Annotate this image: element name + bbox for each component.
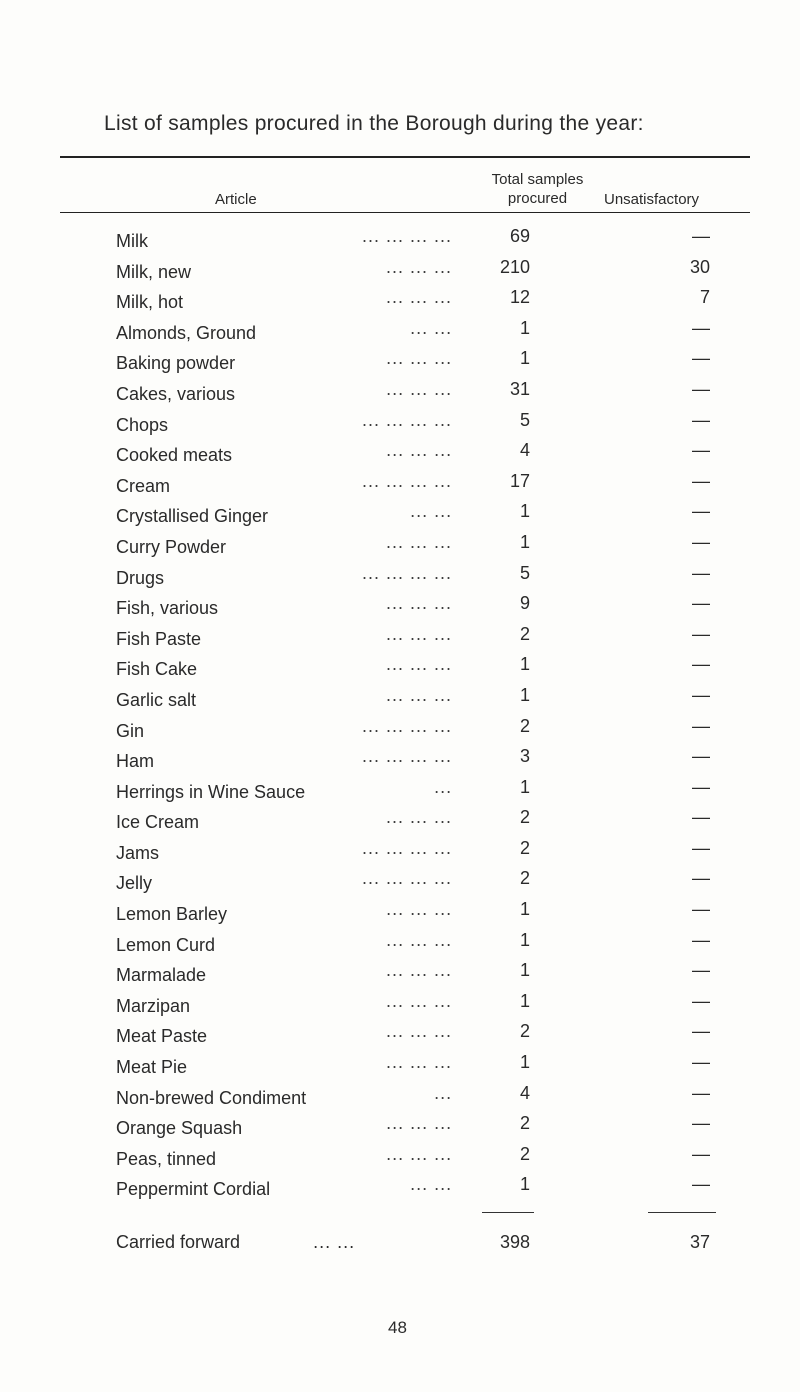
article-label: Fish Cake <box>116 659 198 680</box>
article-name <box>116 624 452 650</box>
unsatisfactory-cell: — <box>692 470 710 491</box>
total-samples-cell: 1 <box>519 1052 530 1073</box>
leader-dots: ... ... ... ... <box>362 746 453 767</box>
total-samples-cell: 9 <box>519 593 530 614</box>
total-samples-cell: 69 <box>509 226 530 246</box>
article-name <box>116 348 452 374</box>
table-row <box>0 716 800 747</box>
article-name <box>116 716 452 742</box>
unsatisfactory-cell: — <box>692 317 710 338</box>
article-label: Ice Cream <box>116 812 200 833</box>
leader-dots: ... ... <box>410 1174 453 1195</box>
unsatisfactory-cell: — <box>692 807 710 828</box>
total-samples-cell: 5 <box>519 562 530 583</box>
carried-forward-text: Carried forward <box>116 1232 241 1252</box>
article-name <box>116 1174 452 1200</box>
article-label: Lemon Barley <box>116 904 228 925</box>
article-label: Meat Pie <box>116 1057 188 1078</box>
unsatisfactory-cell: — <box>692 929 710 950</box>
total-samples-cell: 1 <box>519 990 530 1011</box>
leader-dots: ... ... ... ... <box>362 409 453 430</box>
table-row <box>0 624 800 655</box>
unsatisfactory-cell: — <box>692 868 710 889</box>
article-name <box>116 1113 452 1139</box>
table-row <box>0 1083 800 1114</box>
article-name <box>116 838 452 864</box>
total-samples-cell: 31 <box>509 378 530 399</box>
total-samples-cell: 2 <box>519 868 530 889</box>
leader-dots: ... ... ... <box>386 287 453 308</box>
article-label: Baking powder <box>116 353 236 374</box>
column-header-total: Total samples procured <box>491 171 584 207</box>
leader-dots: ... ... ... <box>386 960 453 981</box>
carried-forward-total: 398 <box>499 1232 530 1252</box>
article-name <box>116 1083 452 1109</box>
leader-dots: ... ... ... ... <box>362 868 453 889</box>
total-samples-cell: 1 <box>519 776 530 797</box>
leader-dots: ... ... ... ... <box>362 837 453 858</box>
unsatisfactory-cell: — <box>692 837 710 858</box>
article-name <box>116 226 452 252</box>
article-label: Curry Powder <box>116 536 227 557</box>
unsatisfactory-cell: — <box>692 960 710 981</box>
unsatisfactory-cell: — <box>692 1082 710 1103</box>
article-label: Milk <box>116 231 148 251</box>
leader-dots: ... ... ... <box>386 899 453 920</box>
total-samples-cell: 2 <box>519 1143 530 1164</box>
unsatisfactory-cell: — <box>692 1021 710 1042</box>
unsatisfactory-cell: — <box>692 746 710 767</box>
article-name <box>116 960 452 986</box>
unsatisfactory-cell: — <box>692 409 710 430</box>
unsat-sum-line <box>648 1212 716 1213</box>
article-label: Chops <box>116 414 169 435</box>
article-name <box>116 1144 452 1170</box>
leader-dots: ... ... ... <box>386 929 453 950</box>
leader-dots: ... ... ... <box>386 1143 453 1164</box>
carried-forward-unsat: 37 <box>689 1232 710 1252</box>
article-label: Non-brewed Condiment <box>116 1087 307 1108</box>
table-row <box>0 991 800 1022</box>
table-row <box>0 348 800 379</box>
leader-dots: ... ... ... <box>386 623 453 644</box>
leader-dots: ... ... ... <box>386 378 453 399</box>
unsatisfactory-cell: — <box>692 776 710 797</box>
samples-table <box>0 226 800 1205</box>
column-header-unsatisfactory: Unsatisfactory <box>604 191 700 208</box>
table-row <box>0 257 800 288</box>
table-row <box>0 838 800 869</box>
leader-dots: ... ... ... ... <box>362 715 453 736</box>
table-row <box>0 930 800 961</box>
article-name <box>116 593 452 619</box>
unsatisfactory-cell: — <box>692 501 710 522</box>
unsatisfactory-cell: — <box>692 378 710 399</box>
unsatisfactory-cell: — <box>692 593 710 614</box>
table-row <box>0 899 800 930</box>
leader-dots: ... ... ... <box>386 531 453 552</box>
unsatisfactory-cell: — <box>692 654 710 675</box>
leader-dots: ... ... ... <box>386 440 453 461</box>
table-row <box>0 1174 800 1205</box>
total-samples-cell: 2 <box>519 623 530 644</box>
article-label: Peppermint Cordial <box>116 1179 271 1200</box>
article-label: Fish Paste <box>116 628 202 649</box>
unsatisfactory-cell: — <box>692 623 710 644</box>
article-name <box>116 287 452 313</box>
leader-dots: ... ... <box>410 317 453 338</box>
unsatisfactory-cell: — <box>692 562 710 583</box>
article-label: Jams <box>116 842 160 863</box>
table-row <box>0 777 800 808</box>
table-row <box>0 960 800 991</box>
unsatisfactory-cell: — <box>692 1174 710 1195</box>
unsatisfactory-cell: 7 <box>699 287 710 308</box>
leader-dots: ... ... ... ... <box>362 226 453 246</box>
total-samples-cell: 4 <box>519 440 530 461</box>
article-label: Herrings in Wine Sauce <box>116 781 306 802</box>
table-row <box>0 440 800 471</box>
leader-dots: ... ... ... <box>386 593 453 614</box>
article-name <box>116 654 452 680</box>
leader-dots: ... ... ... <box>386 256 453 277</box>
unsatisfactory-cell: — <box>692 990 710 1011</box>
unsatisfactory-cell: — <box>692 348 710 369</box>
total-samples-cell: 1 <box>519 348 530 369</box>
leader-dots: ... ... ... <box>386 684 453 705</box>
total-samples-cell: 1 <box>519 899 530 920</box>
article-name <box>116 532 452 558</box>
leader-dots: ... ... ... <box>386 348 453 369</box>
table-row <box>0 410 800 441</box>
total-samples-cell: 1 <box>519 684 530 705</box>
article-label: Marmalade <box>116 965 207 986</box>
total-samples-cell: 1 <box>519 960 530 981</box>
leader-dots: ... ... ... <box>386 807 453 828</box>
article-label: Jelly <box>116 873 153 894</box>
total-samples-cell: 3 <box>519 746 530 767</box>
article-name <box>116 471 452 497</box>
total-samples-cell: 5 <box>519 409 530 430</box>
article-name <box>116 1052 452 1078</box>
leader-dots: ... ... ... ... <box>362 470 453 491</box>
article-label: Meat Paste <box>116 1026 208 1047</box>
article-name <box>116 1021 452 1047</box>
unsatisfactory-cell: 30 <box>689 256 710 277</box>
unsatisfactory-cell: — <box>692 684 710 705</box>
total-samples-cell: 2 <box>519 715 530 736</box>
article-name <box>116 899 452 925</box>
table-row <box>0 685 800 716</box>
article-name <box>116 777 452 803</box>
article-name <box>116 501 452 527</box>
total-samples-cell: 4 <box>519 1082 530 1103</box>
article-label: Crystallised Ginger <box>116 506 269 527</box>
article-name <box>116 440 452 466</box>
article-name <box>116 318 452 344</box>
article-name <box>116 379 452 405</box>
article-label: Ham <box>116 751 155 772</box>
article-label: Almonds, Ground <box>116 322 257 343</box>
table-row <box>0 287 800 318</box>
table-row <box>0 654 800 685</box>
unsatisfactory-cell: — <box>692 1143 710 1164</box>
carried-forward-label <box>116 1232 355 1253</box>
leader-dots: ... ... ... <box>386 990 453 1011</box>
unsatisfactory-cell: — <box>692 226 710 246</box>
leader-dots: ... ... <box>410 501 453 522</box>
table-row <box>0 226 800 257</box>
table-row <box>0 318 800 349</box>
unsatisfactory-cell: — <box>692 1052 710 1073</box>
article-label: Marzipan <box>116 995 191 1016</box>
header-rule <box>60 212 750 213</box>
article-name <box>116 746 452 772</box>
article-label: Fish, various <box>116 598 219 619</box>
article-label: Drugs <box>116 567 165 588</box>
table-row <box>0 501 800 532</box>
leader-dots: ... <box>434 1082 453 1103</box>
article-label: Cakes, various <box>116 383 236 404</box>
article-name <box>116 685 452 711</box>
table-row <box>0 807 800 838</box>
article-label: Cooked meats <box>116 445 233 466</box>
leader-dots: ... ... ... <box>386 1113 453 1134</box>
leader-dots: ... ... ... <box>386 1021 453 1042</box>
total-samples-cell: 2 <box>519 837 530 858</box>
article-label: Cream <box>116 475 171 496</box>
table-row <box>0 563 800 594</box>
table-row <box>0 593 800 624</box>
unsatisfactory-cell: — <box>692 899 710 920</box>
article-name <box>116 930 452 956</box>
article-label: Milk, hot <box>116 292 184 313</box>
total-samples-cell: 17 <box>509 470 530 491</box>
unsatisfactory-cell: — <box>692 715 710 736</box>
total-samples-cell: 210 <box>499 256 530 277</box>
article-name <box>116 257 452 283</box>
leader-dots: ... ... ... <box>386 654 453 675</box>
table-row <box>0 1021 800 1052</box>
total-samples-cell: 1 <box>519 531 530 552</box>
leader-dots: ... ... ... <box>386 1052 453 1073</box>
table-row <box>0 379 800 410</box>
article-name <box>116 807 452 833</box>
total-samples-cell: 12 <box>509 287 530 308</box>
top-rule <box>60 156 750 158</box>
table-row <box>0 868 800 899</box>
unsatisfactory-cell: — <box>692 531 710 552</box>
total-samples-cell: 1 <box>519 501 530 522</box>
total-samples-cell: 2 <box>519 1113 530 1134</box>
table-row <box>0 471 800 502</box>
table-row <box>0 532 800 563</box>
unsatisfactory-cell: — <box>692 440 710 461</box>
carried-forward-dots: ... ... <box>313 1232 356 1252</box>
page-number: 48 <box>388 1318 407 1337</box>
article-label: Lemon Curd <box>116 934 216 955</box>
table-row <box>0 746 800 777</box>
article-label: Milk, new <box>116 261 192 282</box>
table-row <box>0 1052 800 1083</box>
leader-dots: ... ... ... ... <box>362 562 453 583</box>
page-heading: List of samples procured in the Borough during the year: <box>104 112 644 135</box>
total-samples-cell: 2 <box>519 807 530 828</box>
article-label: Garlic salt <box>116 689 197 710</box>
article-name <box>116 563 452 589</box>
unsatisfactory-cell: — <box>692 1113 710 1134</box>
total-samples-cell: 1 <box>519 317 530 338</box>
article-label: Orange Squash <box>116 1118 243 1139</box>
table-row <box>0 1113 800 1144</box>
article-label: Gin <box>116 720 145 741</box>
total-samples-cell: 2 <box>519 1021 530 1042</box>
total-samples-cell: 1 <box>519 1174 530 1195</box>
total-samples-cell: 1 <box>519 654 530 675</box>
table-row <box>0 1144 800 1175</box>
leader-dots: ... <box>434 776 453 797</box>
total-samples-cell: 1 <box>519 929 530 950</box>
article-name <box>116 991 452 1017</box>
column-header-article: Article <box>215 191 257 208</box>
article-name <box>116 410 452 436</box>
article-name <box>116 868 452 894</box>
total-sum-line <box>482 1212 534 1213</box>
article-label: Peas, tinned <box>116 1148 217 1169</box>
